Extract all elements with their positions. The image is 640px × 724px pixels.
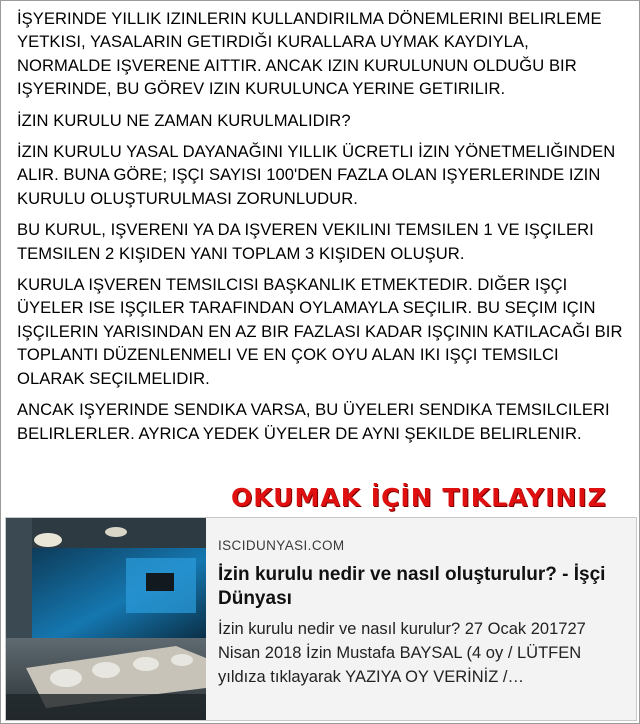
- preview-domain: ISCIDUNYASI.COM: [218, 538, 345, 553]
- read-more-link[interactable]: OKUMAK İÇİN TIKLAYINIZ: [231, 483, 607, 512]
- paragraph-legal-basis: İZIN KURULU YASAL DAYANAĞINI YILLIK ÜCRETLI İZIN YÖNETMELIĞINDEN ALIR. BUNA GÖRE; IŞÇI SAYISI 100'DEN FAZLA OLAN IŞYERLERINDE IZIN KURULU OLUŞTURULMASI ZORUNLUDUR.: [17, 142, 616, 208]
- preview-description: İzin kurulu nedir ve nasıl kurulur? 27 Ocak 201727 Nisan 2018 İzin Mustafa BAYSAL (4 oy / LÜTFEN yıldıza tıklayarak YAZIYA OY VERİNİZ /…: [218, 620, 586, 686]
- link-preview-card[interactable]: [5, 517, 637, 721]
- preview-image[interactable]: [6, 518, 206, 720]
- paragraph-composition: BU KURUL, IŞVERENI YA DA IŞVEREN VEKILINI TEMSILEN 1 VE IŞÇILERI TEMSILEN 2 KIŞIDEN YANI TOPLAM 3 KIŞIDEN OLUŞUR.: [17, 220, 594, 263]
- paragraph-election: KURULA IŞVEREN TEMSILCISI BAŞKANLIK ETMEKTEDIR. DIĞER IŞÇI ÜYELER ISE IŞÇILER TARAFINDAN OYLAMAYLA SEÇILIR. BU SEÇIM IÇIN IŞÇILERIN YARISINDAN EN AZ BIR FAZLASI KADAR IŞÇININ KATILACAĞI BIR TOPLANTI DÜZENLENMELI VE EN ÇOK OYU ALAN IKI IŞÇI TEMSILCI OLARAK SEÇILMELIDIR.: [17, 275, 623, 388]
- paragraph-question: İZIN KURULU NE ZAMAN KURULMALIDIR?: [17, 110, 351, 130]
- preview-meta: [218, 538, 630, 689]
- paragraph-intro: İŞYERINDE YILLIK IZINLERIN KULLANDIRILMA DÖNEMLERINI BELIRLEME YETKISI, YASALARIN GETIRDIĞI KURALLARA UYMAK KAYDIYLA, NORMALDE IŞVERENE AITTIR. ANCAK IZIN KURULUNUN OLDUĞU BIR IŞYERINDE, BU GÖREV IZIN KURULUNCA YERINE GETIRILIR.: [17, 9, 602, 99]
- preview-title[interactable]: İzin kurulu nedir ve nasıl oluşturulur? - İşçi Dünyası: [218, 564, 606, 609]
- article-text: [17, 7, 623, 453]
- paragraph-union: ANCAK IŞYERINDE SENDIKA VARSA, BU ÜYELERI SENDIKA TEMSILCILERI BELIRLERLER. AYRICA YEDEK ÜYELER DE AYNI ŞEKILDE BELIRLENIR.: [17, 400, 610, 443]
